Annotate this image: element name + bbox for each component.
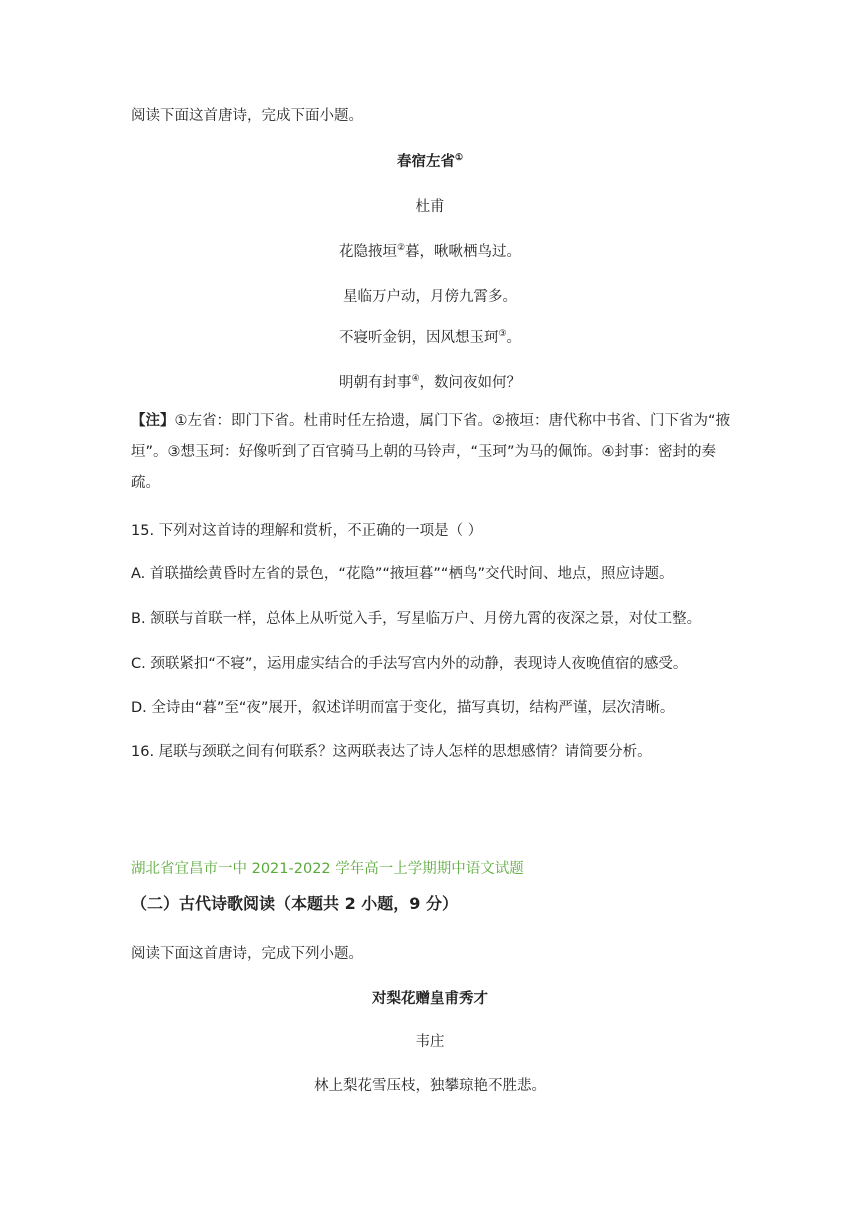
notes-tag: 【注】 xyxy=(131,413,175,429)
footnote-marker: ② xyxy=(396,243,406,254)
source-link[interactable]: 湖北省宜昌市一中 2021-2022 学年高一上学期期中语文试题 xyxy=(131,861,524,877)
poem2-author: 韦庄 xyxy=(415,1034,445,1050)
section-title: （二）古代诗歌阅读（本题共 2 小题，9 分） xyxy=(131,894,458,913)
poem2-line: 林上梨花雪压枝，独攀琼艳不胜悲。 xyxy=(314,1078,546,1094)
option-b: B. 颔联与首联一样，总体上从听觉入手，写星临万户、月傍九霄的夜深之景，对仗工整。 xyxy=(131,611,702,627)
reading-instruction: 阅读下面这首唐诗，完成下面小题。 xyxy=(131,108,363,124)
notes-text: ①左省：即门下省。杜甫时任左拾遗，属门下省。②掖垣：唐代称中书省、门下省为“掖垣”。③想玉珂：好像听到了百官骑马上朝的马铃声，“玉珂”为马的佩饰。④封事：密封的奏疏。 xyxy=(131,413,731,491)
poem-line-text: 花隐掖垣 xyxy=(338,244,397,260)
poem-line-text: ，数问夜如何？ xyxy=(419,375,522,391)
poem-line-text: 。 xyxy=(506,330,522,346)
poem-title xyxy=(0,150,860,171)
option-d: D. 全诗由“暮”至“夜”展开，叙述详明而富于变化，描写真切，结构严谨，层次清晰。 xyxy=(131,700,675,716)
poem-line-text: 星临万户动，月傍九霄多。 xyxy=(343,289,517,305)
footnote-marker: ④ xyxy=(411,374,420,385)
poem-title-text: 春宿左省 xyxy=(396,153,455,170)
reading-instruction-2: 阅读下面这首唐诗，完成下列小题。 xyxy=(131,946,363,962)
poem-line xyxy=(0,326,860,347)
poem-line-text: 暮，啾啾栖鸟过。 xyxy=(405,244,522,260)
footnote-marker: ① xyxy=(454,153,464,164)
question-15: 15. 下列对这首诗的理解和赏析，不正确的一项是（ ） xyxy=(131,523,483,539)
option-c: C. 颈联紧扣“不寝”，运用虚实结合的手法写宫内外的动静，表现诗人夜晚值宿的感受。 xyxy=(131,656,688,672)
poem-line xyxy=(0,240,860,261)
poem-line-text: 明朝有封事 xyxy=(338,375,412,391)
option-a: A. 首联描绘黄昏时左省的景色，“花隐”“掖垣暮”“栖鸟”交代时间、地点，照应诗题。 xyxy=(131,566,674,582)
poem-author: 杜甫 xyxy=(415,199,445,215)
poem-line-text: 不寝听金钥，因风想玉珂 xyxy=(338,330,499,346)
question-16: 16. 尾联与颈联之间有何联系？这两联表达了诗人怎样的思想感情？请简要分析。 xyxy=(131,744,652,760)
poem2-title: 对梨花赠皇甫秀才 xyxy=(372,990,488,1007)
poem-line xyxy=(0,371,860,392)
poem-line xyxy=(0,285,860,306)
poem-notes xyxy=(131,406,731,499)
footnote-marker: ③ xyxy=(498,329,507,340)
